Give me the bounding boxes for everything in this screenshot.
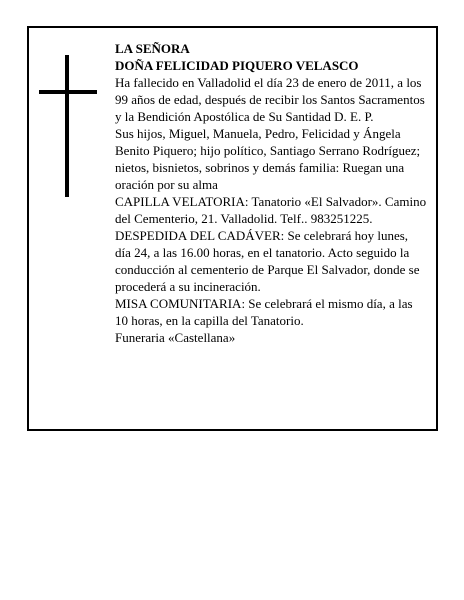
- farewell-paragraph: DESPEDIDA DEL CADÁVER: Se celebrará hoy lunes, día 24, a las 16.00 horas, en el tanatorio. Acto seguido la conducción al cementerio de Parque El Salvador, donde se procederá a su incineración.: [115, 228, 420, 294]
- cross-icon: [39, 55, 99, 197]
- cross-horizontal-bar: [39, 90, 97, 94]
- mass-paragraph: MISA COMUNITARIA: Se celebrará el mismo día, a las 10 horas, en la capilla del Tanatorio.: [115, 296, 413, 328]
- notice-text: [115, 40, 427, 346]
- funeral-home: Funeraria «Castellana»: [115, 330, 236, 345]
- deceased-name: DOÑA FELICIDAD PIQUERO VELASCO: [115, 58, 359, 73]
- family-paragraph: Sus hijos, Miguel, Manuela, Pedro, Felicidad y Ángela Benito Piquero; hijo político, Santiago Serrano Rodríguez; nietos, bisnietos, sobrinos y demás familia: Ruegan una oración por su alma: [115, 126, 421, 192]
- cross-vertical-bar: [65, 55, 69, 197]
- death-announcement: Ha fallecido en Valladolid el día 23 de enero de 2011, a los 99 años de edad, después de recibir los Santos Sacramentos y la Bendición Apostólica de Su Santidad D. E. P.: [115, 75, 425, 124]
- obituary-notice: [27, 26, 438, 431]
- wake-chapel-paragraph: CAPILLA VELATORIA: Tanatorio «El Salvador». Camino del Cementerio, 21. Valladolid. Telf.. 983251225.: [115, 194, 427, 226]
- notice-title: LA SEÑORA: [115, 41, 190, 56]
